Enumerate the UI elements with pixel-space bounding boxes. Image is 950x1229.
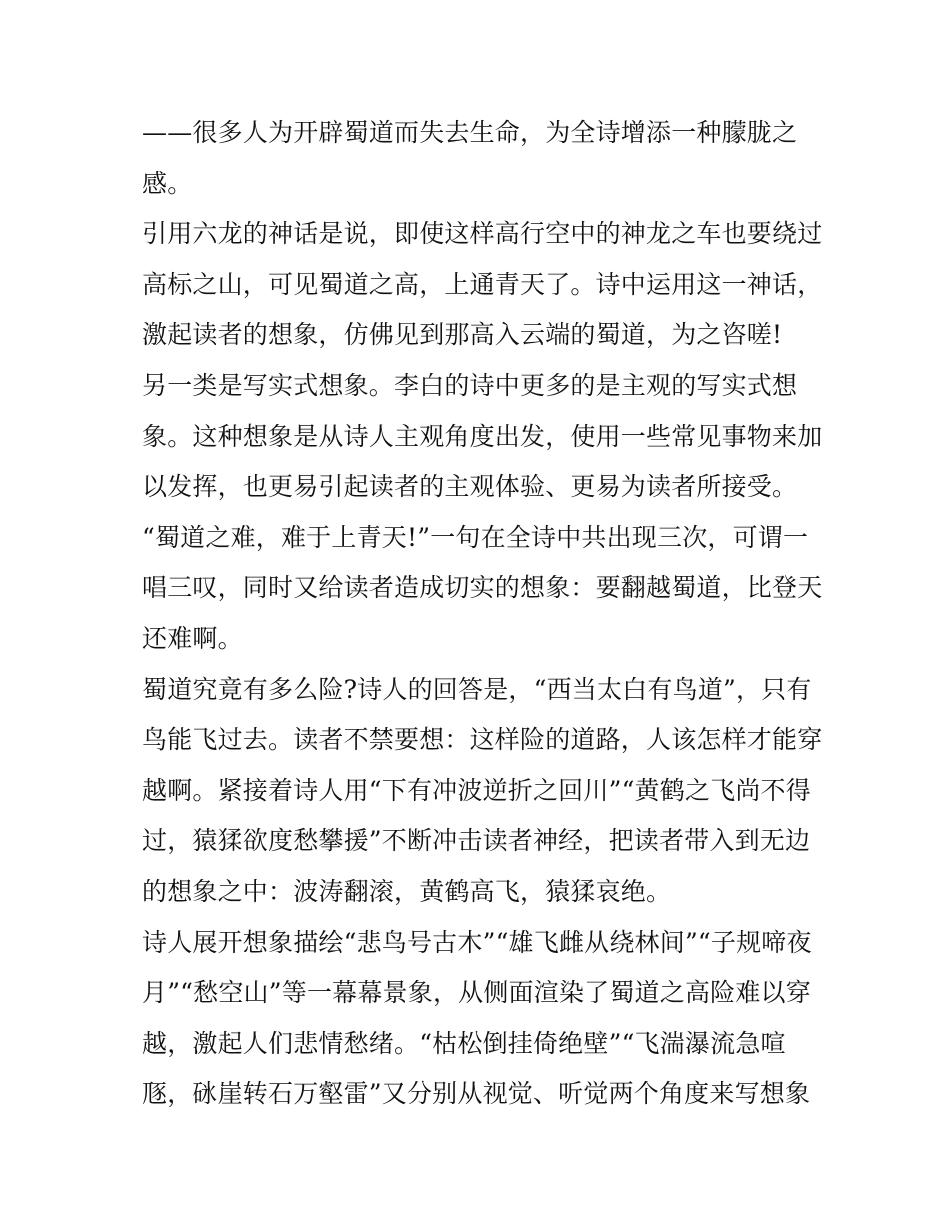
text-line: ——很多人为开辟蜀道而失去生命，为全诗增添一种朦胧之: [142, 118, 798, 147]
body-text: [142, 108, 832, 1120]
text-line: 还难啊。: [142, 623, 243, 653]
text-line: 引用六龙的神话是说，即使这样高行空中的神龙之车也要绕过: [142, 219, 823, 249]
text-line: 以发挥，也更易引起读者的主观体验、更易为读者所接受。: [142, 472, 798, 502]
text-line: 鸟能飞过去。读者不禁要想：这样险的道路，人该怎样才能穿: [142, 725, 823, 755]
text-line: 的想象之中：波涛翻滚，黄鹤高飞，猿猱哀绝。: [142, 876, 672, 906]
text-line: 越，激起人们悲情愁绪。“枯松倒挂倚绝壁”“飞湍瀑流急喧: [142, 1028, 786, 1058]
text-line: 激起读者的想象，仿佛见到那高入云端的蜀道，为之咨嗟!: [142, 320, 783, 350]
text-line: 月”“愁空山”等一幕幕景象，从侧面渲染了蜀道之高险难以穿: [142, 978, 811, 1008]
text-line: 诗人展开想象描绘“悲鸟号古木”“雄飞雌从绕林间”“子规啼夜: [142, 927, 812, 957]
text-line: 高标之山，可见蜀道之高，上通青天了。诗中运用这一神话，: [142, 269, 823, 299]
text-line: 另一类是写实式想象。李白的诗中更多的是主观的写实式想: [142, 370, 798, 400]
text-line: “蜀道之难，难于上青天!”一句在全诗中共出现三次，可谓一: [142, 522, 809, 552]
text-line: 过，猿猱欲度愁攀援”不断冲击读者神经，把读者带入到无边: [142, 826, 811, 856]
text-line: 象。这种想象是从诗人主观角度出发，使用一些常见事物来加: [142, 421, 823, 451]
text-line: 蜀道究竟有多么险?诗人的回答是，“西当太白有鸟道”，只有: [142, 674, 812, 704]
text-line: 豗，砯崖转石万壑雷”又分别从视觉、听觉两个角度来写想象: [142, 1079, 811, 1109]
text-line: 感。: [142, 168, 193, 198]
text-line: 唱三叹，同时又给读者造成切实的想象：要翻越蜀道，比登天: [142, 573, 823, 603]
text-line: 越啊。紧接着诗人用“下有冲波逆折之回川”“黄鹤之飞尚不得: [142, 775, 811, 805]
